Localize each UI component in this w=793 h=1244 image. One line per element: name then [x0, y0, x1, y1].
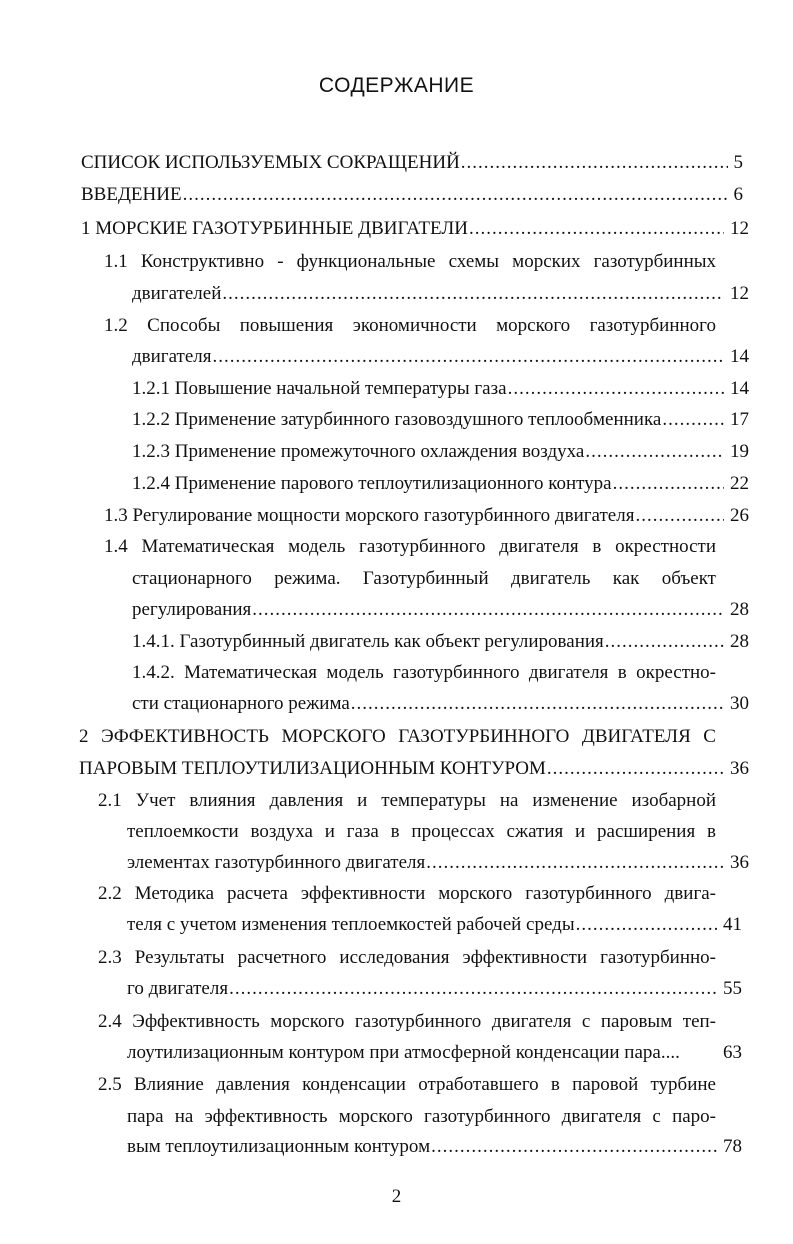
- toc-page-number: 12: [730, 283, 749, 304]
- toc-entry: [132, 377, 749, 401]
- toc-entry-line: [132, 661, 716, 685]
- toc-entry-title: 1.1 Конструктивно - функциональные схемы морских газотурбинных: [104, 251, 716, 272]
- toc-entry-line: [98, 946, 716, 970]
- toc-entry-title-cont: го двигателя: [127, 978, 229, 999]
- toc-entry: [132, 692, 749, 716]
- toc-entry-line: [98, 882, 716, 906]
- toc-leader: [605, 630, 724, 654]
- toc-entry-title: 2.4 Эффективность морского газотурбинного двигателя с паровым теп-: [98, 1011, 716, 1032]
- toc-entry-title: 2.3 Результаты расчетного исследования эффективности газотурбинно-: [98, 947, 716, 968]
- toc-leader: [426, 851, 724, 875]
- toc-page-number: 6: [733, 184, 743, 205]
- toc-entry: [132, 630, 749, 654]
- toc-entry-title-cont: лоутилизационным контуром при атмосферной конденсации пара....: [127, 1042, 680, 1063]
- toc-entry-title: 1.2.3 Применение промежуточного охлаждения воздуха: [132, 441, 585, 462]
- toc-entry-title: 1.2.1 Повышение начальной температуры газа: [132, 378, 507, 399]
- page-title: СОДЕРЖАНИЕ: [318, 74, 475, 97]
- toc-leader: [431, 1135, 717, 1159]
- toc-entry-line: [98, 789, 716, 813]
- toc-entry-line: [104, 535, 716, 559]
- toc-page-number: 55: [723, 978, 742, 999]
- toc-entry-line: [98, 1010, 716, 1034]
- toc-entry: [132, 345, 749, 369]
- toc-entry-line: [104, 250, 716, 274]
- toc-entry: [132, 440, 749, 464]
- toc-entry-title: 2 ЭФФЕКТИВНОСТЬ МОРСКОГО ГАЗОТУРБИННОГО ДВИГАТЕЛЯ С: [79, 726, 716, 747]
- toc-leader: [183, 183, 728, 207]
- toc-leader: [576, 913, 717, 937]
- toc-leader: [469, 217, 724, 241]
- toc-entry-title-cont: теля с учетом изменения теплоемкостей рабочей среды: [127, 914, 575, 935]
- toc-entry: [104, 504, 749, 528]
- toc-page-number: 28: [730, 631, 749, 652]
- toc-page-number: 78: [723, 1136, 742, 1157]
- toc-entry-title: 2.1 Учет влияния давления и температуры на изменение изобарной: [98, 790, 716, 811]
- toc-page-number: 19: [730, 441, 749, 462]
- toc-entry: [132, 282, 749, 306]
- toc-entry-title-cont: элементах газотурбинного двигателя: [127, 852, 426, 873]
- toc-entry-title-cont: двигателя: [132, 346, 212, 367]
- toc-page-number: 63: [723, 1042, 742, 1063]
- toc-entry-title: 1.2.2 Применение затурбинного газовоздушного теплообменника: [132, 409, 662, 430]
- toc-leader: [662, 408, 724, 432]
- toc-leader: [252, 598, 724, 622]
- toc-page-number: 14: [730, 378, 749, 399]
- page-number: 2: [391, 1186, 402, 1207]
- toc-entry-title-cont: сти стационарного режима: [132, 693, 350, 714]
- toc-leader: [635, 504, 724, 528]
- toc-entry-title: ВВЕДЕНИЕ: [81, 184, 182, 205]
- toc-page-number: 26: [730, 505, 749, 526]
- toc-page-number: 17: [730, 409, 749, 430]
- toc-entry-title-cont: ПАРОВЫМ ТЕПЛОУТИЛИЗАЦИОННЫМ КОНТУРОМ: [79, 758, 546, 779]
- toc-page-number: 36: [730, 852, 749, 873]
- toc-page-number: 12: [730, 218, 749, 239]
- toc-page-number: 22: [730, 473, 749, 494]
- toc-leader: [585, 440, 724, 464]
- toc-page-number: 36: [730, 758, 749, 779]
- toc-page-number: 41: [723, 914, 742, 935]
- toc-entry-title: СПИСОК ИСПОЛЬЗУЕМЫХ СОКРАЩЕНИЙ: [81, 152, 460, 173]
- toc-page-number: 28: [730, 599, 749, 620]
- toc-entry: [127, 1041, 742, 1065]
- toc-entry: [127, 851, 749, 875]
- toc-entry-line: [127, 1105, 716, 1129]
- toc-leader: [351, 692, 724, 716]
- toc-entry: [132, 598, 749, 622]
- toc-leader: [229, 977, 717, 1001]
- toc-entry-title: 1.3 Регулирование мощности морского газотурбинного двигателя: [104, 505, 635, 526]
- toc-entry-title-cont: регулирования: [132, 599, 252, 620]
- toc-entry: [127, 913, 742, 937]
- toc-entry-title: 2.2 Методика расчета эффективности морского газотурбинного двига-: [98, 883, 716, 904]
- toc-entry-title: 1.4.2. Математическая модель газотурбинного двигателя в окрестно-: [132, 662, 716, 683]
- toc-entry: [81, 183, 743, 207]
- toc-entry: [81, 151, 743, 175]
- toc-page-number: 30: [730, 693, 749, 714]
- toc-entry: [132, 408, 749, 432]
- toc-entry-title-cont: вым теплоутилизационным контуром: [127, 1136, 431, 1157]
- toc-leader: [213, 345, 725, 369]
- toc-page-number: 5: [733, 152, 743, 173]
- toc-entry-line: [79, 725, 716, 749]
- toc-entry-title-cont: пара на эффективность морского газотурбинного двигателя с паро-: [127, 1106, 716, 1127]
- toc-entry: [79, 757, 749, 781]
- toc-entry: [127, 977, 742, 1001]
- toc-page-number: 14: [730, 346, 749, 367]
- toc-entry-title: 1.2.4 Применение парового теплоутилизационного контура: [132, 473, 612, 494]
- toc-entry-title-cont: стационарного режима. Газотурбинный двигатель как объект: [132, 568, 716, 589]
- toc-leader: [222, 282, 724, 306]
- toc-entry-title-cont: теплоемкости воздуха и газа в процессах сжатия и расширения в: [127, 821, 716, 842]
- toc-leader: [613, 472, 724, 496]
- toc-entry-title: 1.4 Математическая модель газотурбинного двигателя в окрестности: [104, 536, 716, 557]
- toc-entry-line: [98, 1073, 716, 1097]
- toc-leader: [461, 151, 728, 175]
- toc-entry: [81, 217, 749, 241]
- toc-entry-title: 1.2 Способы повышения экономичности морского газотурбинного: [104, 315, 716, 336]
- toc-entry-title: 2.5 Влияние давления конденсации отработавшего в паровой турбине: [98, 1074, 716, 1095]
- toc-entry-title-cont: двигателей: [132, 283, 222, 304]
- toc-entry-line: [132, 567, 716, 591]
- toc-entry: [127, 1135, 742, 1159]
- toc-entry-line: [127, 820, 716, 844]
- toc-entry: [132, 472, 749, 496]
- toc-entry-title: 1.4.1. Газотурбинный двигатель как объект регулирования: [132, 631, 604, 652]
- toc-leader: [508, 377, 724, 401]
- toc-entry-title: 1 МОРСКИЕ ГАЗОТУРБИННЫЕ ДВИГАТЕЛИ: [81, 218, 469, 239]
- toc-entry-line: [104, 314, 716, 338]
- toc-leader: [547, 757, 724, 781]
